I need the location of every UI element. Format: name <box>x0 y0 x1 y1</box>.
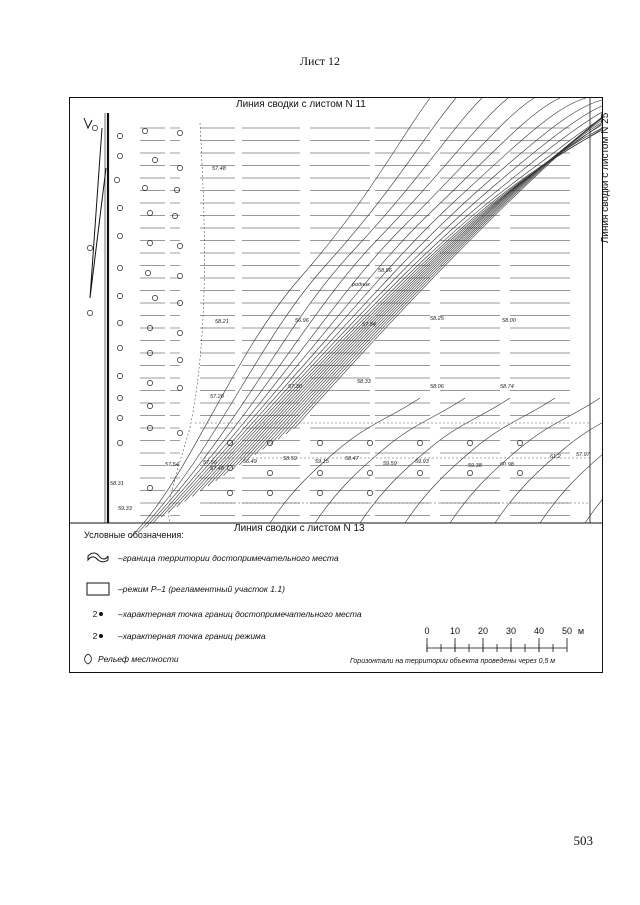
elevation-label: 57.84 <box>362 322 376 328</box>
map-frame <box>69 97 611 673</box>
elevation-label: 59.33 <box>118 506 132 512</box>
elevation-label: 59.59 <box>383 461 397 467</box>
legend-item-relief: Рельеф местности <box>78 651 179 667</box>
elevation-label: 57.20 <box>210 394 224 400</box>
sheet-title: Лист 12 <box>299 54 341 68</box>
match-line-right: Линия сводки с листом N 25 <box>600 112 611 244</box>
place-label: родник <box>352 282 370 288</box>
scale-tick-label: 50 <box>561 626 573 636</box>
scale-tick-label: 0 <box>424 626 430 636</box>
scale-tick-label: 30 <box>505 626 517 636</box>
elevation-label: 58.47 <box>345 456 359 462</box>
elevation-label: 57.97 <box>576 452 590 458</box>
legend-item-regime: –режим Р–1 (регламентный участок 1.1) <box>78 581 285 597</box>
elevation-label: 58.00 <box>502 318 516 324</box>
elevation-label: 57.30 <box>288 384 302 390</box>
elevation-label: 60.98 <box>500 462 514 468</box>
match-line-bottom: Линия сводки с листом N 13 <box>234 523 365 534</box>
scale-unit: м <box>577 626 585 636</box>
legend-item-point-landmark: 2 –характерная точка границ достопримечательного места <box>92 609 362 619</box>
scale-tick-label: 20 <box>477 626 489 636</box>
elevation-label: 58.59 <box>283 456 297 462</box>
elevation-label: 57.54 <box>165 462 179 468</box>
elevation-label: 57.56 <box>203 460 217 466</box>
contour-lines <box>130 98 602 538</box>
contour-note: Горизонтали на территории объекта проведены через 0,5 м <box>350 658 556 665</box>
legend-item-point-regime: 2 –характерная точка границ режима <box>92 631 266 641</box>
elevation-label: 59.93 <box>415 459 429 465</box>
elevation-label: 58.74 <box>500 384 514 390</box>
elevation-label: 59.15 <box>315 459 329 465</box>
dot-icon <box>99 612 103 616</box>
elevation-label: 58.21 <box>215 319 229 325</box>
elevation-label: 56.96 <box>295 318 309 324</box>
match-line-top: Линия сводки с листом N 11 <box>236 99 366 110</box>
scale-tick-label: 10 <box>449 626 461 636</box>
elevation-label: 58.06 <box>430 384 444 390</box>
relief-icon <box>78 651 98 667</box>
elevation-label: 58.33 <box>357 379 371 385</box>
elevation-label: 58.96 <box>378 268 392 274</box>
elevation-label: 59.38 <box>468 463 482 469</box>
elevation-label: 61.2 <box>550 454 561 460</box>
boundary-line-icon <box>78 550 118 566</box>
scale-bar <box>415 626 590 658</box>
legend-title: Условные обозначения: <box>84 530 184 540</box>
scale-tick-label: 40 <box>533 626 545 636</box>
legend-item-boundary: –граница территории достопримечательного места <box>78 550 339 566</box>
elevation-label: 57.48 <box>210 466 224 472</box>
elevation-label: 56.49 <box>243 459 257 465</box>
elevation-label: 58.25 <box>430 316 444 322</box>
elevation-label: 57.48 <box>212 166 226 172</box>
dot-icon <box>99 634 103 638</box>
elevation-label: 58.31 <box>110 481 124 487</box>
regime-rectangle-icon <box>78 581 118 597</box>
page-number: 503 <box>573 833 593 848</box>
north-arrow <box>84 118 106 298</box>
